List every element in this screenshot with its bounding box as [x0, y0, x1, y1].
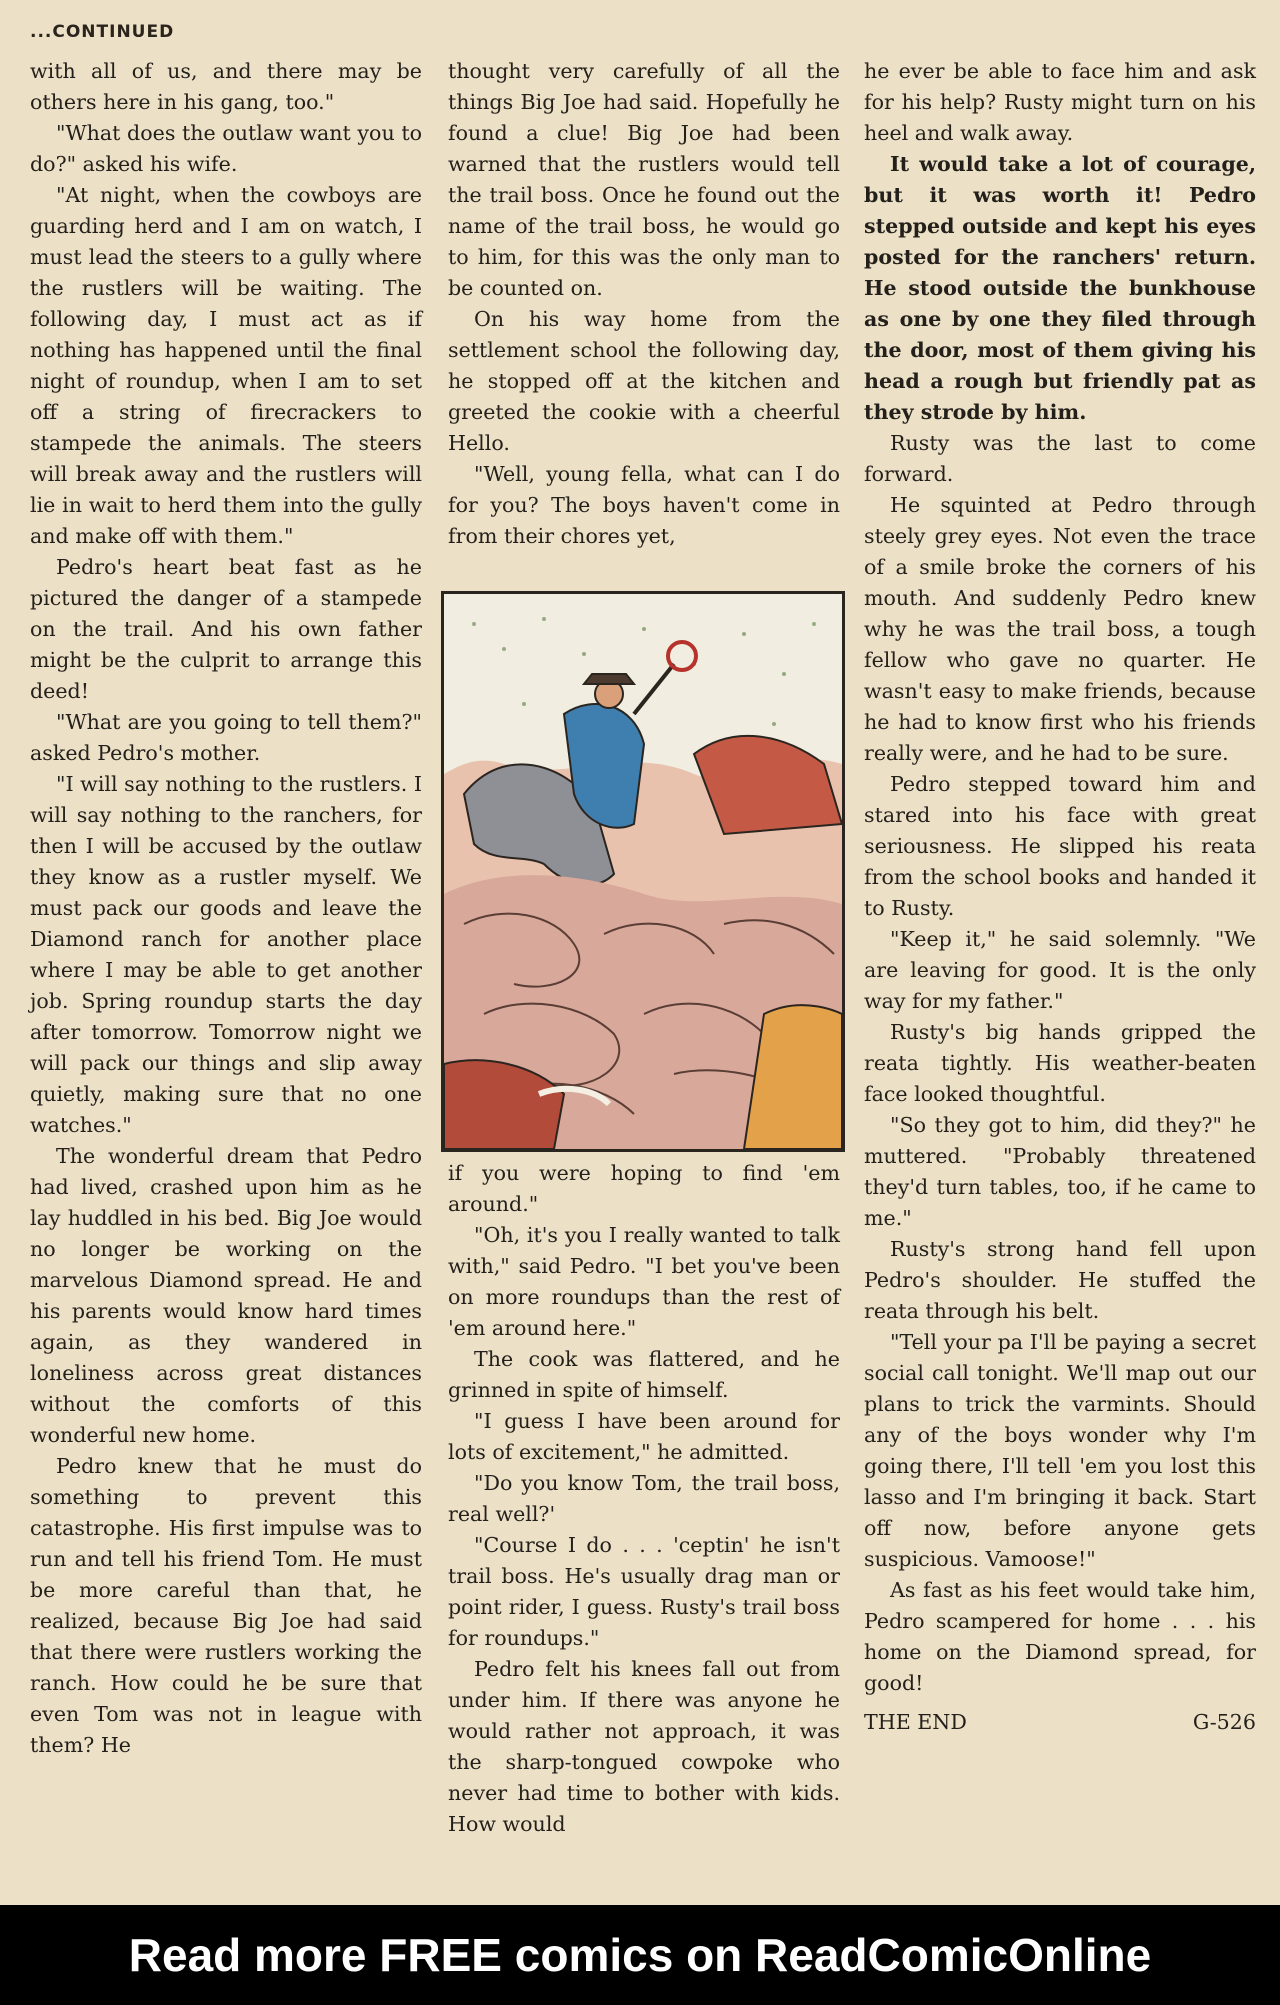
ending-line [864, 1707, 1256, 1738]
paragraph: As fast as his feet would take him, Pedro scampered for home . . . his home on the Diamond spread, for good! [864, 1578, 1256, 1695]
paragraph: Pedro knew that he must do something to prevent this catastrophe. His first impulse was to run and tell his friend Tom. He must be more careful than that, he realized, because Big Joe had said that there were rustlers working the ranch. How could he be sure that even Tom was not in league with them? He [30, 1454, 422, 1757]
column-2-bottom [448, 1158, 840, 1840]
paragraph: "So they got to him, did they?" he muttered. "Probably threatened they'd turn tables, too, if he came to me." [864, 1113, 1256, 1230]
column-3 [864, 56, 1256, 1738]
cattle-drive-illustration [444, 594, 842, 1149]
paragraph: Pedro's heart beat fast as he pictured the danger of a stampede on the trail. And his own father might be the culprit to arrange this deed! [30, 555, 422, 703]
paragraph: It would take a lot of courage, but it was worth it! Pedro stepped outside and kept his eyes posted for the ranchers' return. He stood outside the bunkhouse as one by one they filed through the door, most of them giving his head a rough but friendly pat as they strode by him. [864, 152, 1256, 424]
paragraph: "What does the outlaw want you to do?" asked his wife. [30, 121, 422, 176]
paragraph: "At night, when the cowboys are guarding herd and I am on watch, I must lead the steers to a gully where the rustlers will be waiting. The following day, I must act as if nothing has happened until the final night of roundup, when I am to set off a string of firecrackers to stampede the animals. The steers will break away and the rustlers will lie in wait to herd them into the gully and make off with them." [30, 183, 422, 548]
paragraph: "I guess I have been around for lots of excitement," he admitted. [448, 1409, 840, 1464]
promo-banner-text: Read more FREE comics on ReadComicOnline [128, 1929, 1152, 1981]
paragraph: He squinted at Pedro through steely grey eyes. Not even the trace of a smile broke the corners of his mouth. And suddenly Pedro knew why he was the trail boss, a tough fellow who gave no quarter. He wasn't easy to make friends, because he had to know first who his friends really were, and he had to be sure. [864, 493, 1256, 765]
column-1 [30, 56, 422, 1761]
illustration-panel [441, 591, 845, 1152]
paragraph: On his way home from the settlement school the following day, he stopped off at the kitchen and greeted the cookie with a cheerful Hello. [448, 307, 840, 455]
paragraph: "What are you going to tell them?" asked Pedro's mother. [30, 710, 422, 765]
the-end-label: THE END [864, 1710, 967, 1734]
paragraph: "Oh, it's you I really wanted to talk with," said Pedro. "I bet you've been on more roundups than the rest of 'em around here." [448, 1223, 840, 1340]
paragraph: with all of us, and there may be others here in his gang, too." [30, 59, 422, 114]
promo-banner[interactable] [0, 1905, 1280, 2005]
paragraph: Rusty's big hands gripped the reata tightly. His weather-beaten face looked thoughtful. [864, 1020, 1256, 1106]
paragraph: he ever be able to face him and ask for his help? Rusty might turn on his heel and walk away. [864, 59, 1256, 145]
paragraph: "Do you know Tom, the trail boss, real well?' [448, 1471, 840, 1526]
paragraph: Rusty's strong hand fell upon Pedro's shoulder. He stuffed the reata through his belt. [864, 1237, 1256, 1323]
column-2-top [448, 56, 840, 552]
paragraph: thought very carefully of all the things Big Joe had said. Hopefully he found a clue! Big Joe had been warned that the rustlers would tell the trail boss. Once he found out the name of the trail boss, he would go to him, for this was the only man to be counted on. [448, 59, 840, 300]
paragraph: "Well, young fella, what can I do for you? The boys haven't come in from their chores yet, [448, 462, 840, 548]
paragraph: "Course I do . . . 'ceptin' he isn't trail boss. He's usually drag man or point rider, I guess. Rusty's trail boss for roundups." [448, 1533, 840, 1650]
paragraph: Pedro felt his knees fall out from under him. If there was anyone he would rather not approach, it was the sharp-tongued cowpoke who never had time to bother with kids. How would [448, 1657, 840, 1836]
paragraph: if you were hoping to find 'em around." [448, 1161, 840, 1216]
paragraph: "Tell your pa I'll be paying a secret social call tonight. We'll map out our plans to trick the varmints. Should any of the boys wonder why I'm going there, I'll tell 'em you lost this lasso and I'm bringing it back. Start off now, before anyone gets suspicious. Vamoose!" [864, 1330, 1256, 1571]
paragraph: "I will say nothing to the rustlers. I will say nothing to the ranchers, for then I will be accused by the outlaw they know as a rustler myself. We must pack our goods and leave the Diamond ranch for another place where I may be able to get another job. Spring roundup starts the day after tomorrow. Tomorrow night we will pack our things and slip away quietly, making sure that no one watches." [30, 772, 422, 1137]
paragraph: The wonderful dream that Pedro had lived, crashed upon him as he lay huddled in his bed. Big Joe would no longer be working on the marvelous Diamond spread. He and his parents would know hard times again, as they wandered in loneliness across great distances without the comforts of this wonderful new home. [30, 1144, 422, 1447]
paragraph: "Keep it," he said solemnly. "We are leaving for good. It is the only way for my father." [864, 927, 1256, 1013]
story-code: G-526 [1192, 1710, 1256, 1734]
paragraph: Pedro stepped toward him and stared into his face with great seriousness. He slipped his reata from the school books and handed it to Rusty. [864, 772, 1256, 920]
paragraph: The cook was flattered, and he grinned in spite of himself. [448, 1347, 840, 1402]
continued-label: ...CONTINUED [30, 22, 175, 42]
paragraph: Rusty was the last to come forward. [864, 431, 1256, 486]
